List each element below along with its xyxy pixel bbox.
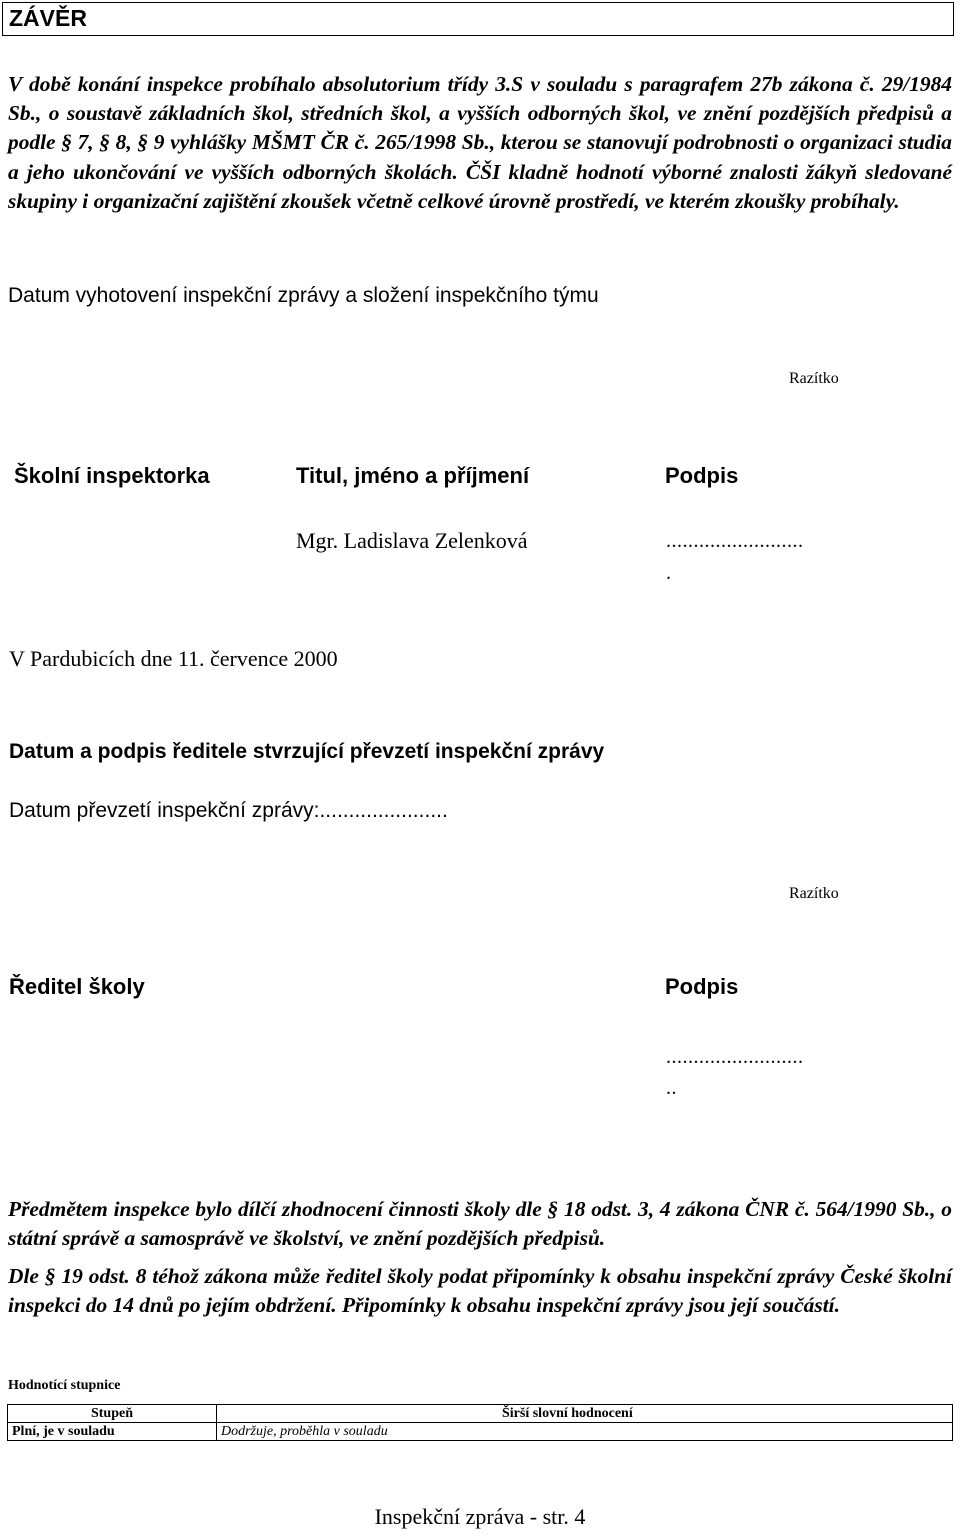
director-signature-header: Podpis — [665, 974, 739, 999]
cell-verbal-evaluation: Dodržuje, proběhla v souladu — [217, 1423, 953, 1441]
inspector-name: Mgr. Ladislava Zelenková — [296, 528, 528, 553]
section-heading-box — [2, 2, 954, 36]
director-signature-line-tail: .. — [666, 1077, 677, 1099]
rating-scale-title: Hodnotící stupnice — [8, 1378, 121, 1393]
inspector-signature-line: ......................... — [666, 530, 804, 552]
director-signature-line: ......................... — [666, 1046, 804, 1068]
legal-note-comments: Dle § 19 odst. 8 téhož zákona může ředitel školy podat připomínky k obsahu inspekční zprávy České školní inspekci do 14 dnů po jejím obdržení. Připomínky k obsahu inspekční zprávy jsou její součástí. — [8, 1264, 952, 1318]
header-verbal-evaluation: Širší slovní hodnocení — [217, 1405, 953, 1423]
rating-scale-table — [7, 1404, 953, 1441]
inspector-role-label: Školní inspektorka — [14, 463, 210, 488]
table-row — [8, 1405, 953, 1423]
name-column-header: Titul, jméno a příjmení — [296, 463, 530, 488]
handover-date-label: Datum převzetí inspekční zprávy:...................... — [9, 799, 448, 822]
stamp-label-director: Razítko — [789, 885, 839, 902]
header-grade: Stupeň — [8, 1405, 217, 1423]
team-section-title: Datum vyhotovení inspekční zprávy a složení inspekčního týmu — [8, 284, 599, 307]
stamp-label-team: Razítko — [789, 370, 839, 387]
inspector-signature-line-tail: . — [666, 562, 672, 584]
table-row — [8, 1423, 953, 1441]
signature-column-header: Podpis — [665, 463, 739, 488]
page-footer: Inspekční zpráva - str. 4 — [374, 1504, 586, 1529]
place-and-date: V Pardubicích dne 11. července 2000 — [9, 646, 338, 671]
cell-grade: Plní, je v souladu — [8, 1423, 217, 1441]
section-heading: ZÁVĚR — [9, 5, 87, 31]
legal-note-subject: Předmětem inspekce bylo dílčí zhodnocení činnosti školy dle § 18 odst. 3, 4 zákona ČNR č. 564/1990 Sb., o státní správě a samosprávě ve školství, ve znění pozdějších předpisů. — [8, 1197, 952, 1251]
director-role-label: Ředitel školy — [9, 974, 145, 999]
director-section-title: Datum a podpis ředitele stvrzující převzetí inspekční zprávy — [9, 740, 605, 763]
conclusion-paragraph: V době konání inspekce probíhalo absolutorium třídy 3.S v souladu s paragrafem 27b zákona č. 29/1984 Sb., o soustavě základních škol, středních škol, a vyšších odborných škol, ve znění pozdějších předpisů a podle § 7, § 8, § 9 vyhlášky MŠMT ČR č. 265/1998 Sb., kterou se stanovují podrobnosti o organizaci studia a jeho ukončování ve vyšších odborných školách. ČŠI kladně hodnotí výborné znalosti žákyň sledované skupiny i organizační zajištění zkoušek včetně celkové úrovně prostředí, ve kterém zkoušky probíhaly. — [8, 72, 952, 213]
